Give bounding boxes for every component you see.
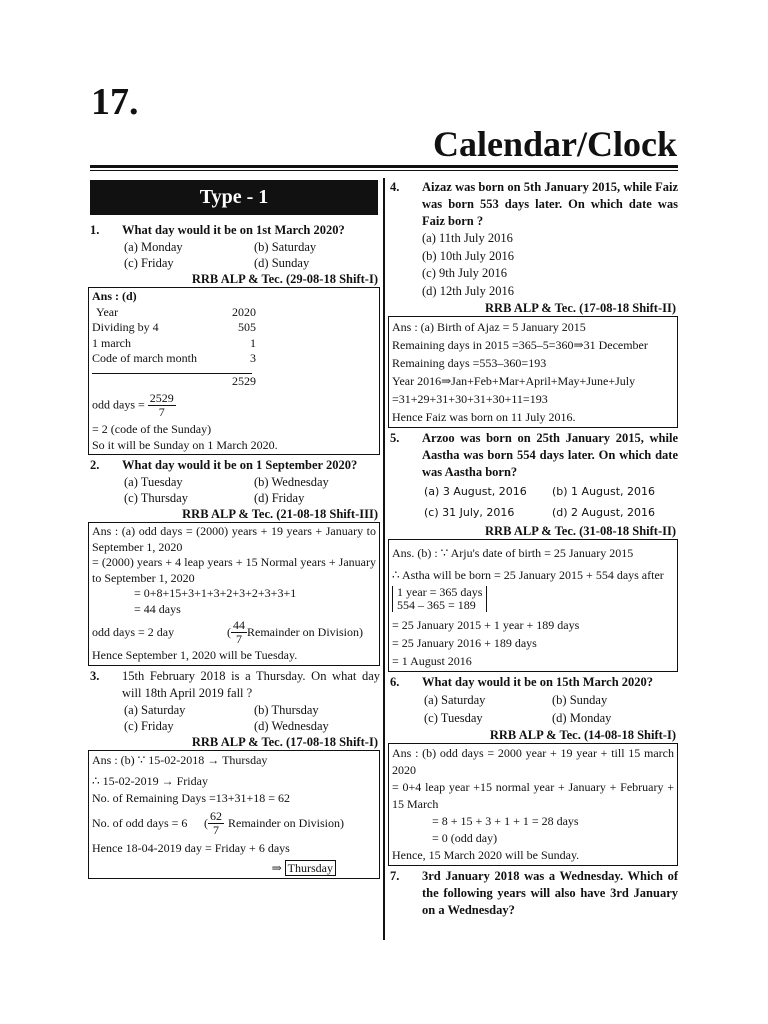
option: (a) Saturday [124,702,186,717]
question-6-options [388,691,678,727]
answer-line: ∴ Astha will be born = 25 January 2015 + 554 days after [392,568,664,582]
answer-line: = 0+4 leap year +15 normal year + January + February + 15 March [392,780,674,811]
chapter-number: 17. [91,81,139,123]
exam-source: RRB ALP & Tec. (29-08-18 Shift-I) [191,272,378,286]
option: (d) Sunday [254,256,310,270]
odd-days-line: odd days = $\frac{2529}{7}$ [92,391,174,419]
answer-line: So it will be Sunday on 1 March 2020. [92,437,278,452]
chapter-title: Calendar/Clock [432,124,677,164]
question-text: 3rd January 2018 was a Wednesday. Which of the following years will also have 3rd January on a Wednesday? [422,869,678,917]
answer-4 [388,316,678,428]
question-number: 1. [90,223,100,237]
right-column [388,178,678,919]
answer-line: Ans : (a) Birth of Ajaz = 5 January 2015 [392,320,586,334]
question-text: Aizaz was born on 5th January 2015, while Faiz was born 553 days later. On which date was Faiz born ? [422,180,678,228]
question-1-options [88,239,380,271]
answer-line: Remaining days =553–360=193 [392,356,547,370]
option: (b) Wednesday [254,475,329,489]
boxed-answer: Thursday [285,860,336,876]
answer-line: = 0 (odd day) [432,831,498,845]
question-number: 7. [390,869,400,883]
option: (a) Saturday [424,693,486,707]
question-number: 4. [390,180,400,194]
answer-line: = 8 + 15 + 3 + 1 + 1 = 28 days [432,814,579,828]
column-divider [383,178,385,940]
option: (a) 3 August, 2016 [424,485,527,498]
exam-source: RRB ALP & Tec. (31-08-18 Shift-II) [485,524,676,538]
question-number: 3. [90,668,100,683]
calc-row: Code of march month 3 [92,351,256,365]
exam-source: RRB ALP & Tec. (14-08-18 Shift-I) [489,728,676,742]
answer-line: = 0+8+15+3+1+3+2+3+2+3+3+1 [134,586,297,600]
answer-line: = 44 days [134,601,181,616]
calc-row: 1 march 1 [92,335,256,350]
option: (c) Friday [124,256,174,270]
answer-line: No. of Remaining Days =13+31+18 = 62 [92,790,291,805]
question-7 [388,868,678,919]
fraction: $\frac{44}{7}$ [233,618,245,646]
answer-line: ∴ 15-02-2019 → Friday [92,773,208,788]
calc-row: Dividing by 4 505 [92,320,256,334]
exam-source: RRB ALP & Tec. (21-08-18 Shift-III) [182,507,378,521]
answer-line: Hence Faiz was born on 11 July 2016. [392,410,576,424]
answer-line: Ans : (b) odd days = 2000 year + 19 year + till 15 march 2020 [392,746,674,777]
question-number: 2. [90,458,100,472]
option: (d) 12th July 2016 [422,283,515,298]
option: (a) Monday [124,240,183,254]
question-text: Arzoo was born on 25th January 2015, while Aastha was born 554 days later. On which date was Aastha born? [422,431,678,479]
option: (a) Tuesday [124,475,183,489]
answer-result: ⇒ Thursday [92,860,376,877]
answer-line: Hence September 1, 2020 will be Tuesday. [92,648,298,662]
answer-line: = 25 January 2016 + 189 days [392,636,537,650]
option: (b) 1 August, 2016 [552,485,656,498]
odd-days-line: No. of odd days = 6 ( $\frac{62}{7}$ Remainder on Division ) [92,808,344,837]
answer-line: Remaining days in 2015 =365–5=360⇒31 December [392,338,648,352]
option: (b) Thursday [254,702,319,717]
question-number: 6. [390,675,400,689]
bracket-calc: 1 year = 365 days 554 – 365 = 189 [392,586,674,614]
option: (c) 31 July, 2016 [424,506,515,519]
exam-source: RRB ALP & Tec. (17-08-18 Shift-II) [485,301,676,315]
question-5-options [388,481,678,523]
answer-line: Ans : (a) odd days = (2000) years + 19 years + January to September 1, 2020 [92,524,376,554]
option: (b) 10th July 2016 [422,248,515,263]
option: (c) Tuesday [424,711,483,725]
question-text: What day would it be on 1 September 2020? [122,458,358,472]
answer-line: Hence 18-04-2019 day = Friday + 6 days [92,840,290,855]
question-5 [388,430,678,481]
calc-row: Year 2020 [96,304,256,319]
option: (d) Friday [254,491,305,505]
question-6 [388,674,678,691]
answer-line: Hence, 15 March 2020 will be Sunday. [392,848,580,862]
fraction: $\frac{2529}{7}$ [149,391,174,419]
answer-line: Ans. (b) : ∵ Arju's date of birth = 25 January 2015 [392,546,634,560]
question-4-options [388,230,678,300]
question-3-options [88,702,380,734]
option: (d) Monday [552,711,612,725]
answer-line: Year 2016⇒Jan+Feb+Mar+April+May+June+July [392,374,636,388]
answer-line: = 25 January 2015 + 1 year + 189 days [392,618,580,632]
answer-2 [88,522,380,666]
answer-1 [88,287,380,455]
question-4 [388,179,678,230]
question-text: What day would it be on 1st March 2020? [122,223,345,237]
question-2 [88,457,380,474]
calc-total: 2529 [232,373,256,388]
answer-line: Ans : (b) ∵ 15-02-2018 → Thursday [92,752,268,767]
fraction: $\frac{62}{7}$ [210,808,222,837]
question-3 [88,668,380,702]
option: (d) Wednesday [254,718,329,733]
odd-days-line: odd days = 2 day ( $\frac{44}{7}$ Remainder on Division) [92,618,363,646]
option: (c) Thursday [124,491,188,505]
answer-line: = 1 August 2016 [392,654,472,668]
answer-line: = 2 (code of the Sunday) [92,422,212,436]
option: (d) 2 August, 2016 [552,506,656,519]
answer-5 [388,539,678,672]
left-column [88,178,380,881]
answer-line: = (2000) years + 4 leap years + 15 Normal years + January to September 1, 2020 [92,555,376,585]
question-text: What day would it be on 15th March 2020? [422,675,654,689]
question-number: 5. [390,431,400,445]
answer-3 [88,750,380,879]
answer-head: Ans : (d) [92,289,137,303]
title-rule-thin [90,170,678,171]
title-rule-thick [90,165,678,168]
question-2-options [88,474,380,506]
exam-source: RRB ALP & Tec. (17-08-18 Shift-I) [191,734,378,749]
question-1 [88,222,380,239]
option: (b) Sunday [552,693,608,707]
answer-line: =31+29+31+30+31+30+11=193 [392,392,548,406]
answer-6 [388,743,678,866]
question-text: 15th February 2018 is a Thursday. On what day will 18th April 2019 fall ? [122,668,380,700]
option: (c) 9th July 2016 [422,266,508,280]
type-banner: Type - 1 [90,180,378,215]
option: (a) 11th July 2016 [422,231,513,245]
option: (c) Friday [124,718,174,733]
option: (b) Saturday [254,240,317,254]
